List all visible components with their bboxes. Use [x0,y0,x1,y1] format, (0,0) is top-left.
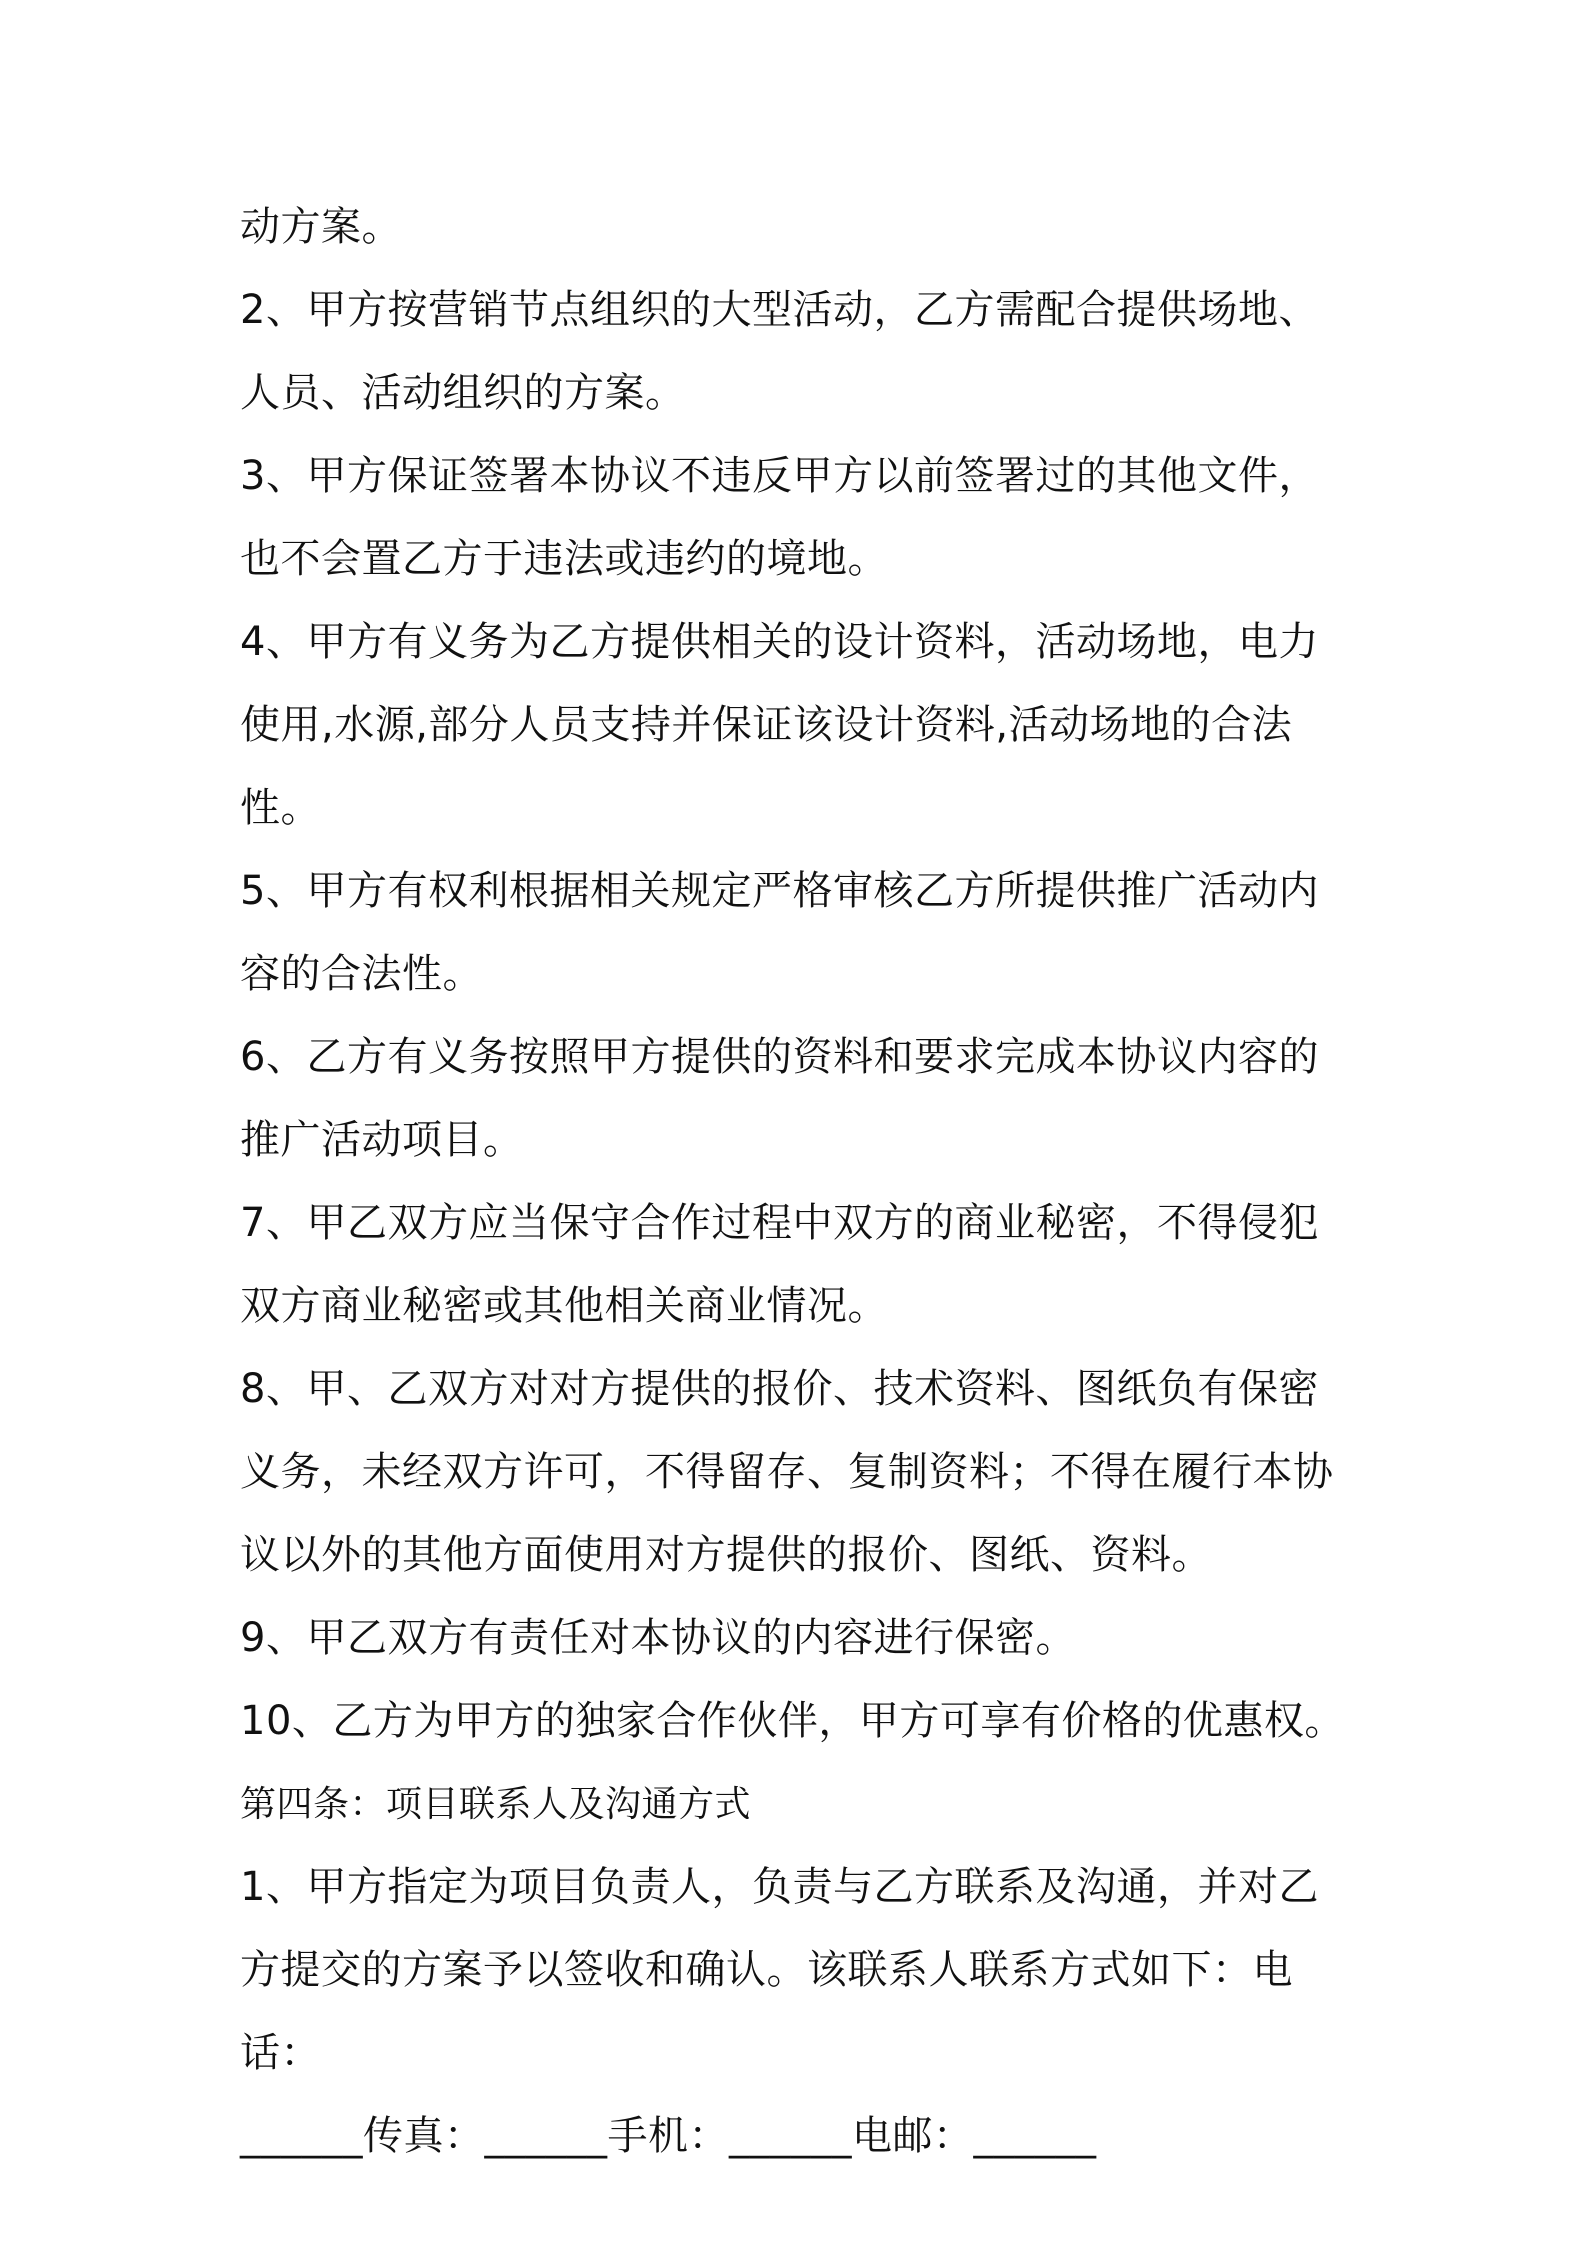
clause-5: 5、甲方有权利根据相关规定严格审核乙方所提供推广活动内容的合法性。 [240,868,1319,997]
clause-9: 9、甲乙双方有责任对本协议的内容进行保密。 [240,1615,1076,1661]
section-heading-article-4: 第四条：项目联系人及沟通方式 [240,1784,752,1825]
contact-clause-1: 1、甲方指定为项目负责人，负责与乙方联系及沟通，并对乙方提交的方案予以签收和确认。该联系人联系方式如下：电话： [240,1864,1319,2076]
paragraph-continuation: 动方案。 [240,204,402,250]
document-body [240,186,1350,2178]
clause-3: 3、甲方保证签署本协议不违反甲方以前签署过的其他文件，也不会置乙方于违法或违约的境地。 [240,453,1319,582]
clause-10: 10、乙方为甲方的独家合作伙伴，甲方可享有价格的优惠权。 [240,1698,1345,1744]
clause-6: 6、乙方有义务按照甲方提供的资料和要求完成本协议内容的推广活动项目。 [240,1034,1319,1163]
clause-7: 7、甲乙双方应当保守合作过程中双方的商业秘密，不得侵犯双方商业秘密或其他相关商业情况。 [240,1200,1319,1329]
clause-4: 4、甲方有义务为乙方提供相关的设计资料，活动场地，电力使用,水源,部分人员支持并保证该设计资料,活动场地的合法性。 [240,619,1319,831]
contact-blanks-line: ______传真：______手机：______电邮：______ [240,2113,1097,2159]
clause-2: 2、甲方按营销节点组织的大型活动，乙方需配合提供场地、人员、活动组织的方案。 [240,287,1319,416]
clause-8: 8、甲、乙双方对对方提供的报价、技术资料、图纸负有保密义务，未经双方许可，不得留存、复制资料；不得在履行本协议以外的其他方面使用对方提供的报价、图纸、资料。 [240,1366,1334,1578]
